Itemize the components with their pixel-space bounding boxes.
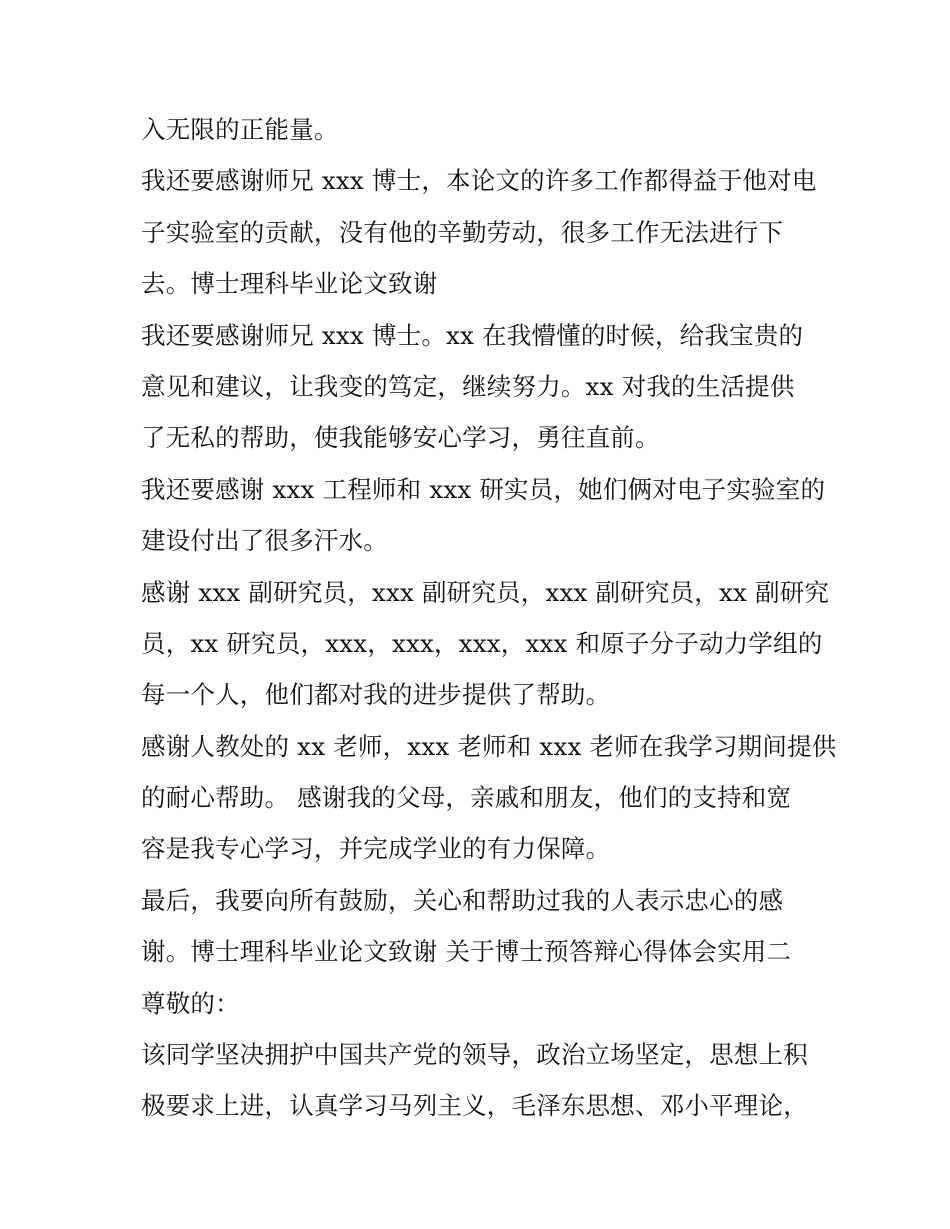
text-line: 我还要感谢师兄 xxx 博士。xx 在我懵懂的时候，给我宝贵的 [141, 320, 804, 350]
text-line: 感谢人教处的 xx 老师，xxx 老师和 xxx 老师在我学习期间提供 [141, 731, 837, 761]
document-body [141, 104, 837, 1132]
text-line: 的耐心帮助。 感谢我的父母，亲戚和朋友，他们的支持和宽 [141, 783, 792, 813]
text-line: 员，xx 研究员，xxx，xxx，xxx，xxx 和原子分子动力学组的 [141, 628, 823, 658]
text-line: 入无限的正能量。 [141, 115, 339, 144]
text-line: 该同学坚决拥护中国共产党的领导，政治立场坚定，思想上积 [141, 1040, 808, 1070]
text-line: 意见和建议，让我变的笃定，继续努力。xx 对我的生活提供 [141, 371, 795, 401]
text-line: 极要求上进，认真学习马列主义，毛泽东思想、邓小平理论， [141, 1091, 808, 1121]
text-line: 每一个人，他们都对我的进步提供了帮助。 [141, 680, 611, 710]
text-line: 容是我专心学习，并完成学业的有力保障。 [141, 834, 611, 864]
text-line: 我还要感谢 xxx 工程师和 xxx 研实员，她们俩对电子实验室的 [141, 474, 826, 504]
text-line: 去。博士理科毕业论文致谢 [141, 269, 438, 299]
text-line: 最后，我要向所有鼓励，关心和帮助过我的人表示忠心的感 [141, 885, 784, 915]
text-line: 谢。博士理科毕业论文致谢 关于博士预答辩心得体会实用二 [141, 937, 792, 967]
text-line: 子实验室的贡献，没有他的辛勤劳动，很多工作无法进行下 [141, 217, 784, 247]
text-line: 感谢 xxx 副研究员，xxx 副研究员，xxx 副研究员，xx 副研究 [141, 577, 830, 607]
text-line: 建设付出了很多汗水。 [141, 526, 388, 556]
text-line: 尊敬的： [141, 988, 240, 1018]
text-line: 了无私的帮助，使我能够安心学习，勇往直前。 [141, 423, 660, 453]
text-line: 我还要感谢师兄 xxx 博士，本论文的许多工作都得益于他对电 [141, 166, 817, 196]
